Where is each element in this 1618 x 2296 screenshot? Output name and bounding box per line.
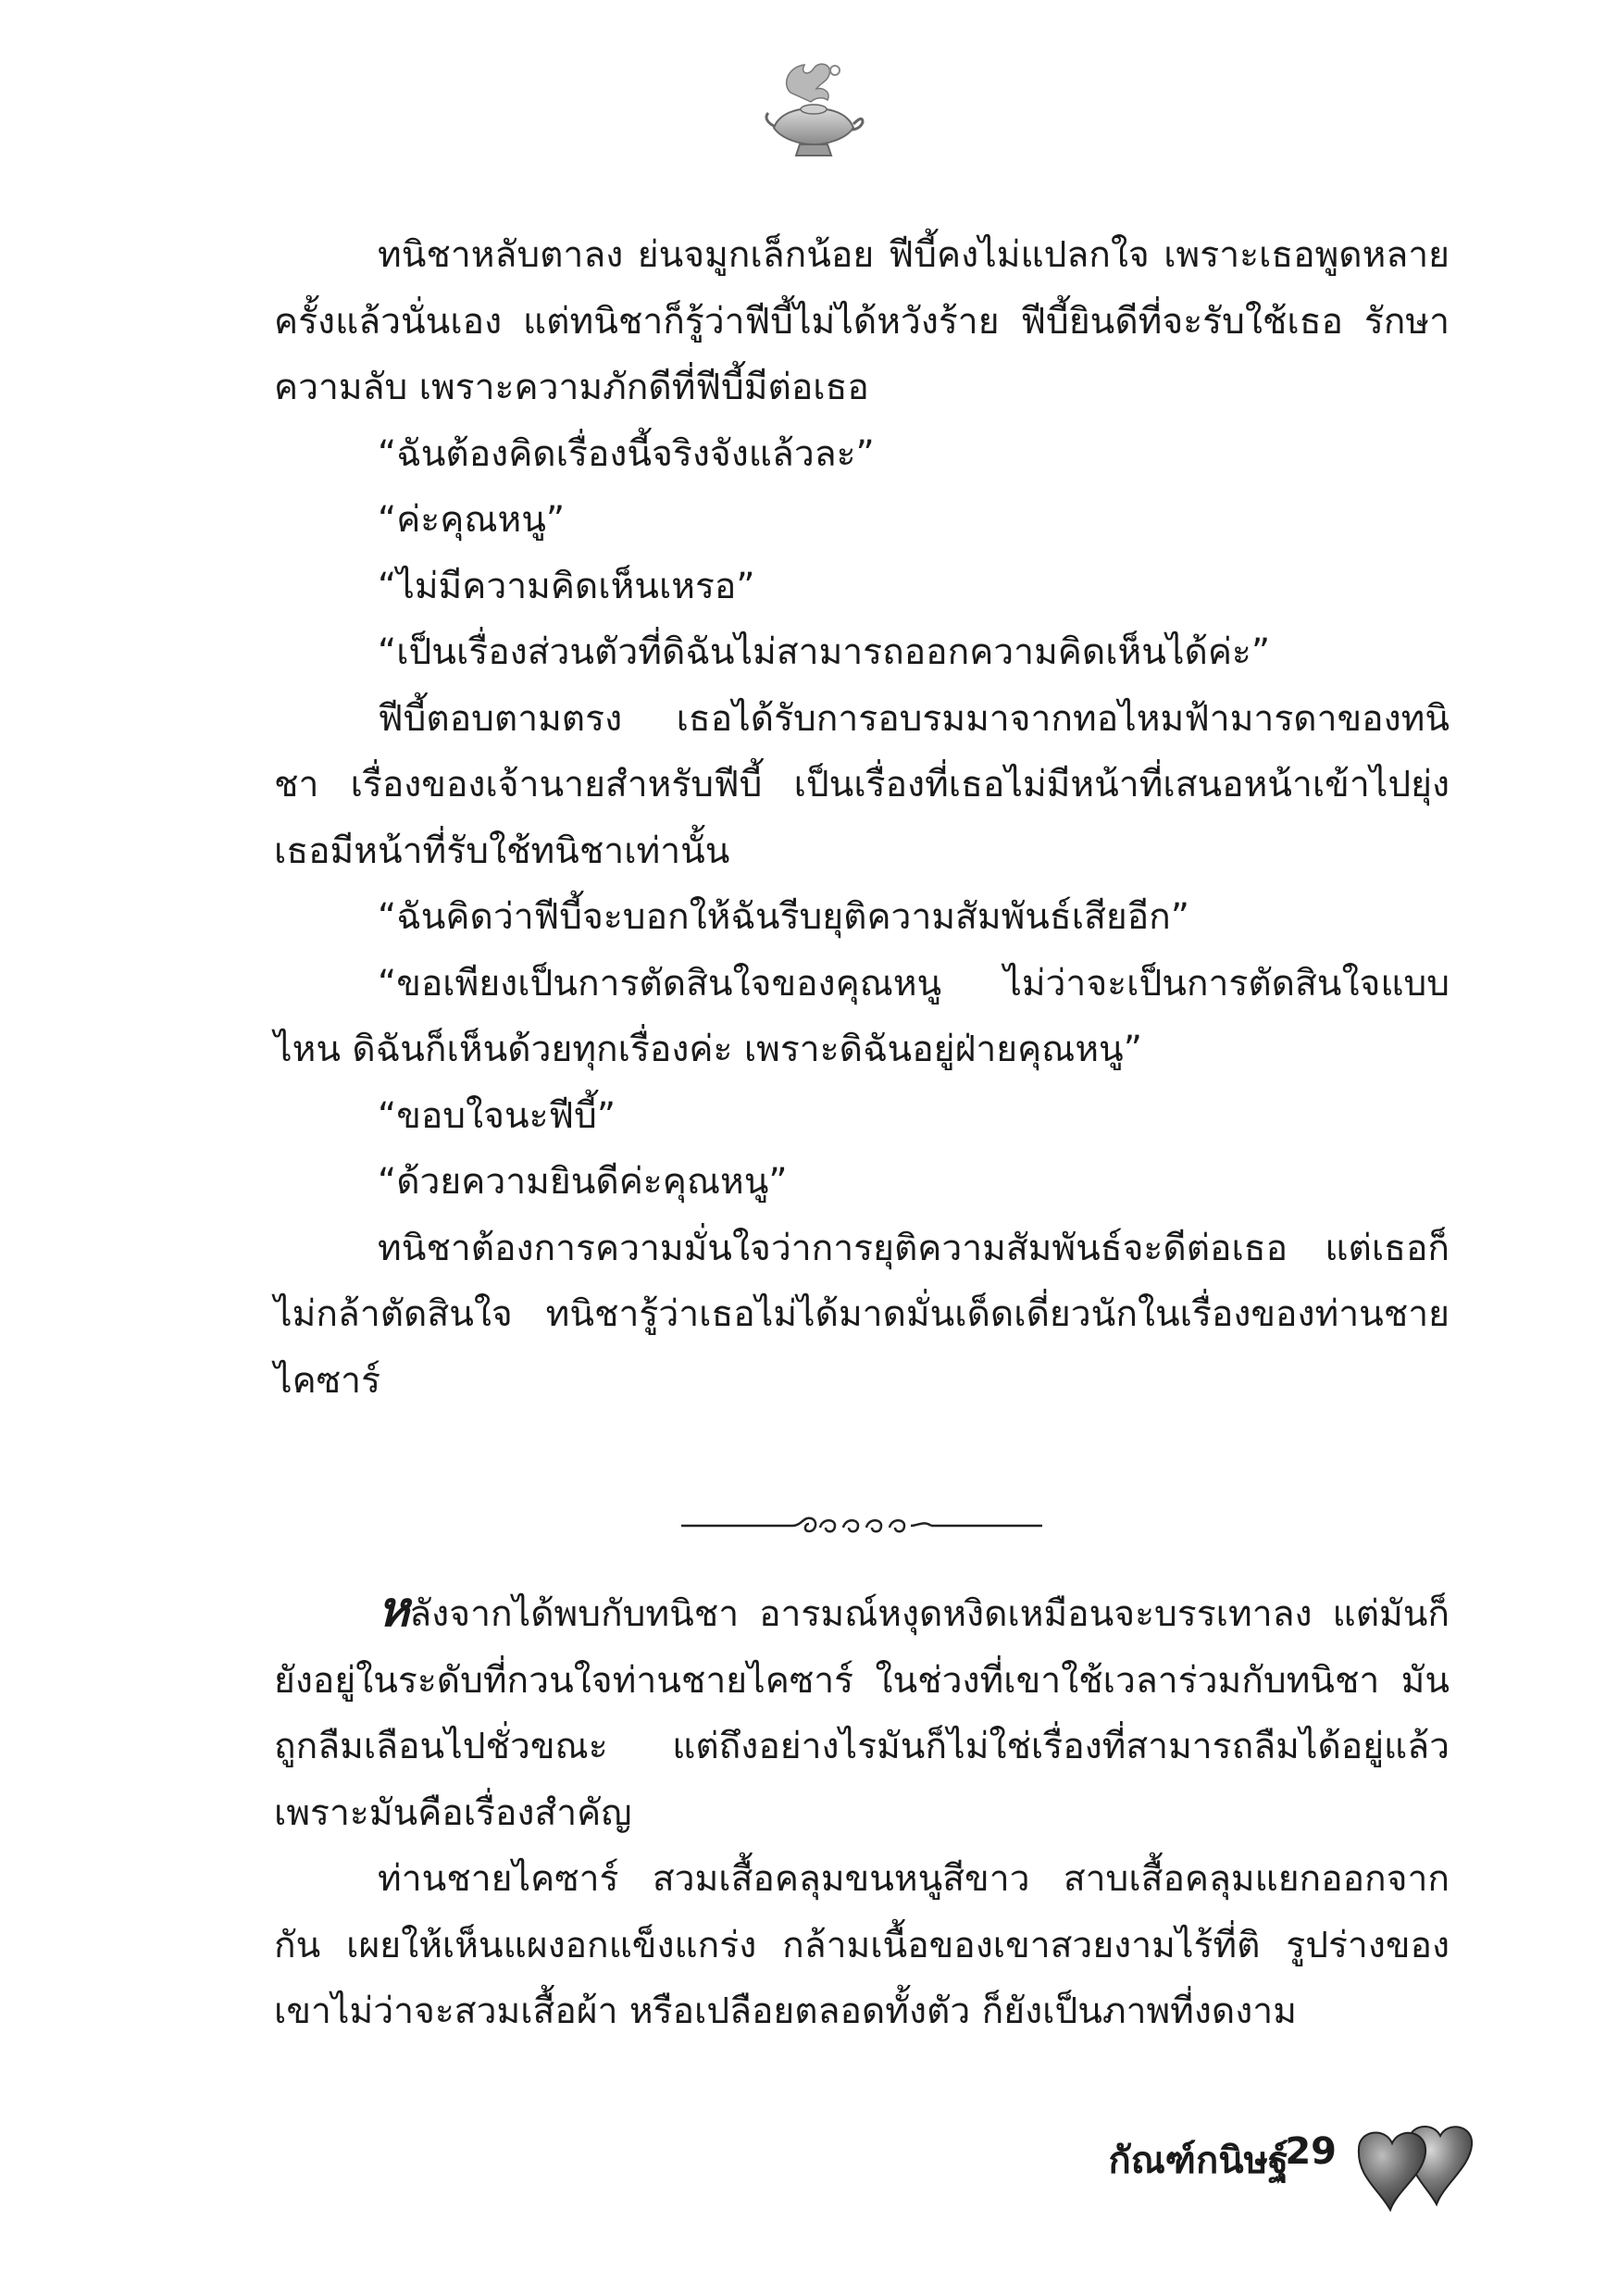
book-title: กัณฑ์กนิษฐ์ — [1108, 2140, 1288, 2182]
paragraph: ทนิชาหลับตาลง ย่นจมูกเล็กน้อย ฟีบี้คงไม่แปลกใจ เพราะเธอพูดหลายครั้งแล้วนั่นเอง แต่ทนิชาก็รู้ว่าฟีบี้ไม่ได้หวังร้าย ฟีบี้ยินดีที่จะรับใช้เธอ รักษาความลับ เพราะความภักดีที่ฟีบี้มีต่อเธอ — [274, 234, 1450, 408]
dialogue-line: “ฉันคิดว่าฟีบี้จะบอกให้ฉันรีบยุติความสัมพันธ์เสียอีก” — [378, 896, 1189, 938]
paragraph: ทนิชาต้องการความมั่นใจว่าการยุติความสัมพันธ์จะดีต่อเธอ แต่เธอก็ไม่กล้าตัดสินใจ ทนิชารู้ว่าเธอไม่ได้มาดมั่นเด็ดเดี่ยวนักในเรื่องของท่านชายไคซาร์ — [274, 1227, 1450, 1402]
page-footer — [1000, 2115, 1481, 2217]
hearts-icon — [1351, 2115, 1481, 2217]
chapter-text — [274, 222, 1450, 1414]
section-two-text — [274, 1578, 1450, 2045]
dialogue-line: “ค่ะคุณหนู” — [378, 499, 566, 541]
scroll-divider-icon — [681, 1507, 1042, 1544]
paragraph-text: ลังจากได้พบกับทนิชา อารมณ์หงุดหงิดเหมือนจะบรรเทาลง แต่มันก็ยังอยู่ในระดับที่กวนใจท่านชายไคซาร์ ในช่วงที่เขาใช้เวลาร่วมกับทนิชา มันถูกลืมเลือนไปชั่วขณะ แต่ถึงอย่างไรมันก็ไม่ใช่เรื่องที่สามารถลืมได้อยู่แล้ว เพราะมันคือเรื่องสำคัญ — [274, 1593, 1450, 1834]
dialogue-line: “ฉันต้องคิดเรื่องนี้จริงจังแล้วละ” — [378, 432, 875, 475]
dialogue-line: “ขอเพียงเป็นการตัดสินใจของคุณหนู ไม่ว่าจะเป็นการตัดสินใจแบบไหน ดิฉันก็เห็นด้วยทุกเรื่องค่ะ เพราะดิฉันอยู่ฝ่ายคุณหนู” — [274, 962, 1450, 1070]
dialogue-line: “ไม่มีความคิดเห็นเหรอ” — [378, 565, 755, 607]
paragraph — [274, 1578, 1450, 1846]
dialogue-line: “ด้วยความยินดีค่ะคุณหนู” — [378, 1161, 788, 1203]
drop-cap: ห — [378, 1582, 410, 1638]
page-number: 29 — [1285, 2130, 1337, 2173]
genie-lamp-ornament-icon — [763, 56, 865, 162]
paragraph: ฟีบี้ตอบตามตรง เธอได้รับการอบรมมาจากทอไหมฟ้ามารดาของทนิชา เรื่องของเจ้านายสำหรับฟีบี้ เป็นเรื่องที่เธอไม่มีหน้าที่เสนอหน้าเข้าไปยุ่ง เธอมีหน้าที่รับใช้ทนิชาเท่านั้น — [274, 697, 1450, 872]
dialogue-line: “ขอบใจนะฟีบี้” — [378, 1094, 616, 1137]
dialogue-line: “เป็นเรื่องส่วนตัวที่ดิฉันไม่สามารถออกความคิดเห็นได้ค่ะ” — [378, 631, 1271, 673]
paragraph: ท่านชายไคซาร์ สวมเสื้อคลุมขนหนูสีขาว สาบเสื้อคลุมแยกออกจากกัน เผยให้เห็นแผงอกแข็งแกร่ง กล้ามเนื้อของเขาสวยงามไร้ที่ติ รูปร่างของเขาไม่ว่าจะสวมเสื้อผ้า หรือเปลือยตลอดทั้งตัว ก็ยังเป็นภาพที่งดงาม — [274, 1858, 1450, 2032]
